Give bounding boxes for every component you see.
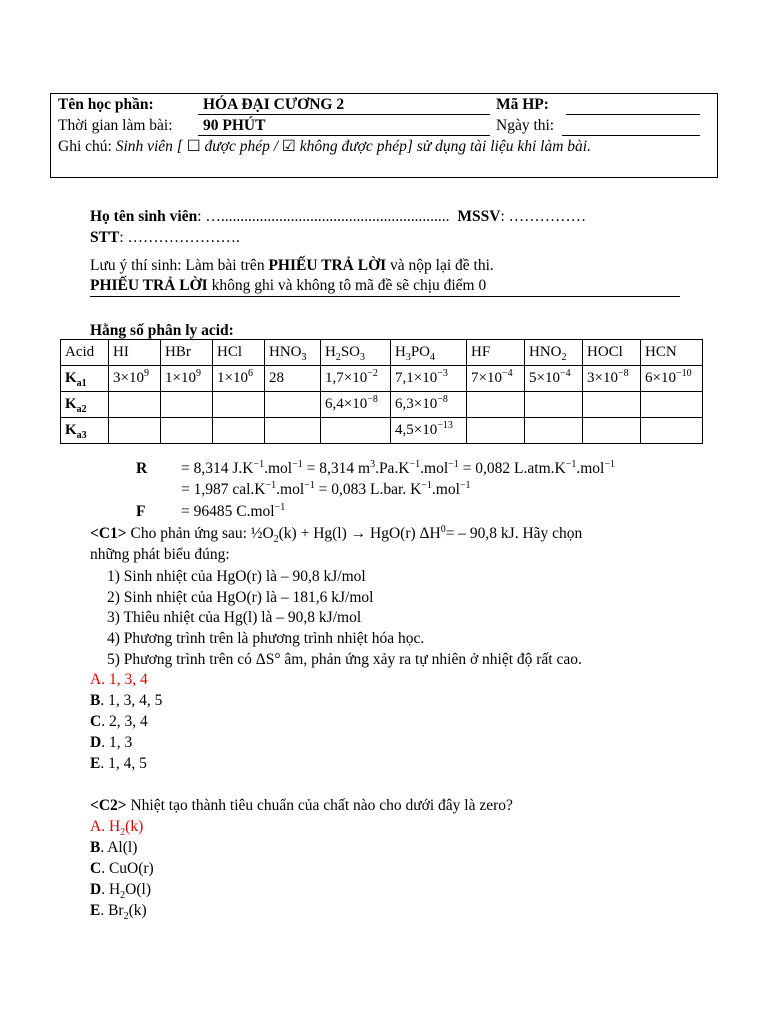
allowed-checkbox-icon[interactable]: ☐ [186, 138, 201, 155]
ka-value: $1\times 10^6$ [213, 366, 265, 392]
question-1-tag: <C1> [90, 525, 127, 542]
notice-line-2 [90, 276, 486, 296]
answer-option-correct[interactable]: A. $H_2(k)$ [90, 818, 144, 839]
question-2-stem: <C2> Nhiệt tạo thành tiêu chuẩn của chất nào cho dưới đây là zero? [90, 797, 513, 814]
acid-name: HF [467, 340, 525, 366]
ka3-label: $K_{a3}$ [61, 418, 109, 444]
acid-name: $HNO_2$ [525, 340, 583, 366]
note-pre: Sinh viên [ [115, 138, 183, 155]
note-post: ] sử dụng tài liệu khi làm bài. [406, 138, 591, 155]
ka-value: 28 [265, 366, 321, 392]
answer-option[interactable]: B. Al(l) [90, 839, 138, 856]
student-name-field[interactable]: : …........................................................... [197, 208, 450, 225]
table-row [61, 340, 703, 366]
question-1-stem: <C1> Cho phản ứng sau: $\frac{1}{2}O_2(k) + Hg(l) \to HgO(r)$ $\Delta H^0= - 90,8$ kJ. Hãy chọn [90, 523, 583, 546]
question-1-stem-line-2: những phát biểu đúng: [90, 546, 230, 563]
notice-line-1 [90, 256, 494, 276]
table-row [61, 366, 703, 392]
constants-title: Hằng số phân ly acid: [90, 322, 234, 339]
not-allowed-checkbox-icon[interactable]: ☑ [281, 138, 296, 155]
exam-date-label: Ngày thi: [496, 117, 555, 134]
r-constant-line-1: = 8,314 $J.K^{-1}.mol^{-1} = 8,314$ $m^3.Pa.K^{-1}.mol^{-1} = 0,082$ $L.atm.K^{-1}.mol^{-1}$ [181, 458, 615, 477]
ka1-label: $K_{a1}$ [61, 366, 109, 392]
ka-value: $3\times 10^9$ [109, 366, 161, 392]
ka2-label: $K_{a2}$ [61, 392, 109, 418]
time-label: Thời gian làm bài: [58, 117, 173, 134]
student-name-label: Họ tên sinh viên [90, 208, 198, 225]
answer-option[interactable]: D. $H_2O(l)$ [90, 881, 151, 902]
ka-value: $7,1\times 10^{-3}$ [391, 366, 467, 392]
f-constant-value: = 96485 C.mol$^{-1}$ [181, 501, 286, 520]
ka-value: $1,7\times 10^{-2}$ [321, 366, 391, 392]
acid-constants-table [60, 339, 703, 444]
statement-item: 3) Thiêu nhiệt của Hg(l) là – 90,8 kJ/mol [107, 609, 362, 626]
statement-item: 5) Phương trình trên có ΔS° âm, phản ứng xảy ra tự nhiên ở nhiệt độ rất cao. [107, 651, 582, 668]
acid-name: HI [109, 340, 161, 366]
ka-value: $1\times 10^9$ [161, 366, 213, 392]
time-underline [198, 135, 490, 136]
student-name-line [90, 207, 586, 227]
question-2-tag: <C2> [90, 797, 127, 814]
r-constant-line-2: = 1,987 $cal.K^{-1}.mol^{-1} = 0,083$ L.bar. $K^{-1}.mol^{-1}$ [181, 479, 471, 498]
student-id-field[interactable]: : …………… [500, 208, 587, 225]
answer-option[interactable]: E. 1, 4, 5 [90, 755, 147, 772]
table-row [61, 392, 703, 418]
ka-value: $7\times 10^{-4}$ [467, 366, 525, 392]
notice-1-bold: PHIẾU TRẢ LỜI [268, 257, 387, 274]
course-label: Tên học phần: [58, 96, 154, 113]
student-id-label: MSSV [457, 208, 501, 225]
statement-item: 2) Sinh nhiệt của HgO(r) là – 181,6 kJ/mol [107, 589, 374, 606]
stt-line [90, 228, 240, 248]
answer-option[interactable]: E. $Br_2(k)$ [90, 902, 147, 923]
notice-2-bold: PHIẾU TRẢ LỜI [90, 277, 208, 294]
note-not-allowed: không được phép [299, 138, 407, 155]
acid-name: $H_2SO_3$ [321, 340, 391, 366]
course-code-field[interactable] [566, 114, 700, 115]
ka-value: $6\times 10^{-10}$ [641, 366, 703, 392]
statement-item: 4) Phương trình trên là phương trình nhiệt hóa học. [107, 630, 425, 647]
answer-option[interactable]: D. 1, 3 [90, 734, 133, 751]
answer-option[interactable]: C. CuO(r) [90, 860, 154, 877]
ka-value: $3\times 10^{-8}$ [583, 366, 641, 392]
stt-field[interactable]: : …………………. [119, 229, 240, 246]
notice-2-post: không ghi và không tô mã đề sẽ chịu điểm 0 [207, 277, 487, 294]
notice-1-post: và nộp lại đề thi. [386, 257, 494, 274]
acid-header: Acid [61, 340, 109, 366]
f-constant-label: F [136, 503, 146, 520]
acid-name: HBr [161, 340, 213, 366]
notice-1-pre: Lưu ý thí sinh: Làm bài trên [90, 257, 269, 274]
acid-name: $H_3PO_4$ [391, 340, 467, 366]
stt-label: STT [90, 229, 120, 246]
course-name: HÓA ĐẠI CƯƠNG 2 [203, 96, 345, 113]
answer-option[interactable]: B. 1, 3, 4, 5 [90, 692, 163, 709]
note-label: Ghi chú: [58, 138, 112, 155]
acid-name: HOCl [583, 340, 641, 366]
course-code-label: Mã HP: [496, 96, 549, 113]
answer-option-correct[interactable]: A. 1, 3, 4 [90, 671, 148, 688]
course-underline [198, 114, 490, 115]
ka-value: $6,4\times 10^{-8}$ [321, 392, 391, 418]
ka-value: $6,3\times 10^{-8}$ [391, 392, 467, 418]
ka-value: $5\times 10^{-4}$ [525, 366, 583, 392]
acid-name: $HNO_3$ [265, 340, 321, 366]
time-value: 90 PHÚT [203, 117, 266, 134]
note-line [58, 137, 591, 157]
ka-value: $4,5\times 10^{-13}$ [391, 418, 467, 444]
notice-underline [90, 296, 680, 297]
table-row [61, 418, 703, 444]
r-constant-label: R [136, 460, 148, 477]
acid-name: HCN [641, 340, 703, 366]
acid-name: HCl [213, 340, 265, 366]
answer-option[interactable]: C. 2, 3, 4 [90, 713, 148, 730]
statement-item: 1) Sinh nhiệt của HgO(r) là – 90,8 kJ/mol [107, 568, 366, 585]
exam-date-field[interactable] [562, 135, 700, 136]
note-allowed: được phép / [204, 138, 279, 155]
